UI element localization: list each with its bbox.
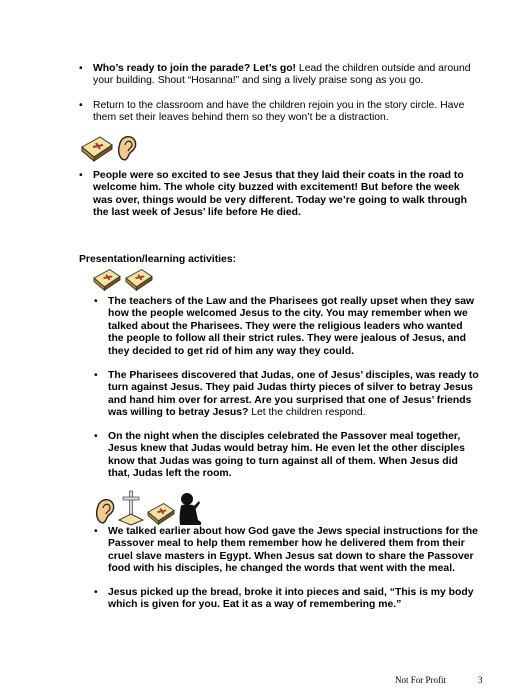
page-number: 3 [478,675,483,685]
ear-icon [94,496,116,526]
bullet-dot: • [94,587,98,598]
praying-figure-icon [178,492,202,526]
bible-icon [124,266,154,292]
plain-text: Lead the children outside and around your building. Shout “Hosanna!” and sing a lively praise song as you go. [93,63,471,87]
icon-group-3 [94,490,202,526]
bullet-dot: • [79,63,83,74]
bullet-text [93,63,479,88]
footer-label: Not For Profit [395,675,447,685]
bible-icon [92,266,122,292]
bullet-text: Return to the classroom and have the children rejoin you in the story circle. Have them set their leaves behind them so they won’t be a distraction. [93,100,465,124]
section-heading: Presentation/learning activities: [79,254,237,265]
bible-icon [80,133,114,163]
bullet-text [108,370,479,420]
bullet-dot: • [94,526,98,537]
bullet-text: On the night when the disciples celebrated the Passover meal together, Jesus knew that Judas would betray him. He even let the other disciples know that Judas was going to turn against all of them. When Jesus did that, Judas left the room. [108,431,465,480]
bullet-dot: • [79,170,83,181]
bullet-text: The teachers of the Law and the Pharisees got really upset when they saw how the people welcomed Jesus to the city. You may remember when we talked about the Pharisees. They were the religious leaders who wanted the people to follow all their strict rules. They were jealous of Jesus, and they decided to get rid of him any way they could. [108,296,475,357]
bible-icon [146,500,176,526]
bullet-dot: • [94,296,98,307]
bullet-dot: • [79,100,83,111]
bold-text: The Pharisees discovered that Judas, one of Jesus’ disciples, was ready to turn against Jesus. They paid Judas thirty pieces of silver to betray Jesus and hand him over for arrest. Are you surprised that one of Jesus’ friends was willing to betray Jesus? [108,370,479,419]
icon-group-1 [80,133,138,163]
bullet-text: We talked earlier about how God gave the Jews special instructions for the Passover meal to help them remember how he delivered them from their cruel slave masters in Egypt. When Jesus sat down to share the Passover food with his disciples, he changed the words that went with the meal. [108,526,478,575]
plain-text: Let the children respond. [248,407,366,419]
bullet-dot: • [94,370,98,381]
bullet-text: People were so excited to see Jesus that they laid their coats in the road to welcome him. The whole city buzzed with excitement! But before the week was over, things would be very different. Today we’re going to walk through the last week of Jesus’ life before He died. [93,170,467,219]
ear-icon [116,133,138,163]
cross-bible-icon [118,490,144,526]
icon-group-2 [92,266,154,292]
bullet-dot: • [94,431,98,442]
bullet-text: Jesus picked up the bread, broke it into pieces and said, “This is my body which is given for you. Eat it as a way of remembering me.” [108,587,474,611]
bold-lead: Who’s ready to join the parade? Let’s go! [93,63,297,74]
